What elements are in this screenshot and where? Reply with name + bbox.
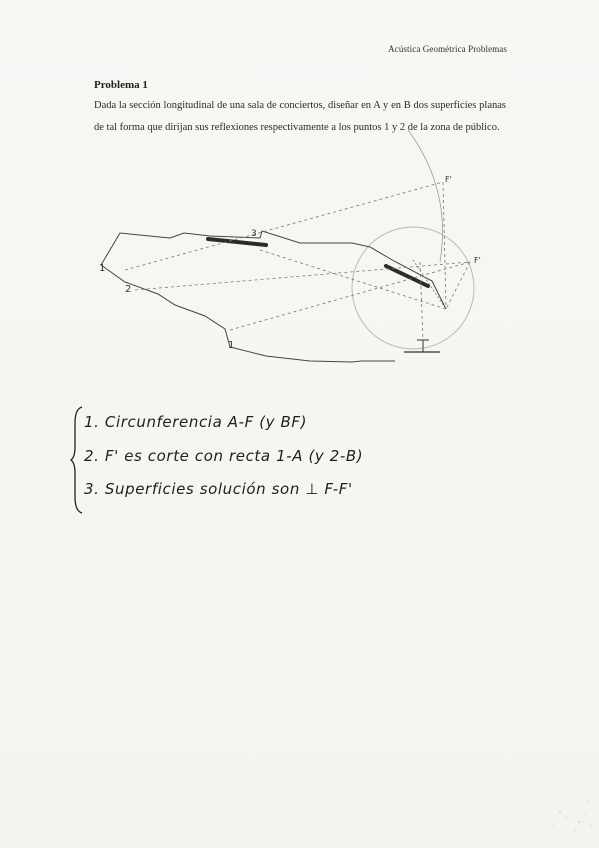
label-point-2: 2 bbox=[125, 284, 132, 295]
ray-8 bbox=[413, 260, 446, 309]
reflector-a bbox=[208, 239, 266, 245]
label-f-prime-top: F' bbox=[445, 175, 452, 184]
construction-circle bbox=[352, 227, 474, 349]
construction-arc bbox=[408, 130, 443, 262]
ray-6 bbox=[446, 262, 470, 309]
problem-title: Problema 1 bbox=[94, 79, 148, 91]
label-point-3: 3 bbox=[251, 229, 257, 239]
ray-2 bbox=[135, 262, 470, 290]
label-f-prime-right: F' bbox=[474, 256, 481, 265]
note-step-2: 2. F' es corte con recta 1-A (y 2-B) bbox=[84, 447, 364, 465]
running-header: Acústica Geométrica Problemas bbox=[388, 44, 507, 54]
ray-1 bbox=[125, 182, 443, 270]
problem-statement: Dada la sección longitudinal de una sala de conciertos, diseñar en A y en B dos superficies planas de tal forma que dirijan sus reflexiones respectivamente a los puntos 1 y 2 de la zona de público. bbox=[94, 100, 506, 133]
label-point-1-bottom: 1 bbox=[228, 340, 235, 351]
note-step-3: 3. Superficies solución son ⊥ F-F' bbox=[84, 480, 353, 498]
curly-brace bbox=[70, 405, 84, 515]
ray-3 bbox=[230, 262, 470, 330]
ray-5 bbox=[443, 182, 446, 309]
floor-profile bbox=[101, 265, 395, 362]
handwritten-notes bbox=[70, 405, 390, 515]
note-step-1: 1. Circunferencia A-F (y BF) bbox=[84, 413, 308, 431]
label-point-1-left: 1 bbox=[99, 263, 106, 274]
